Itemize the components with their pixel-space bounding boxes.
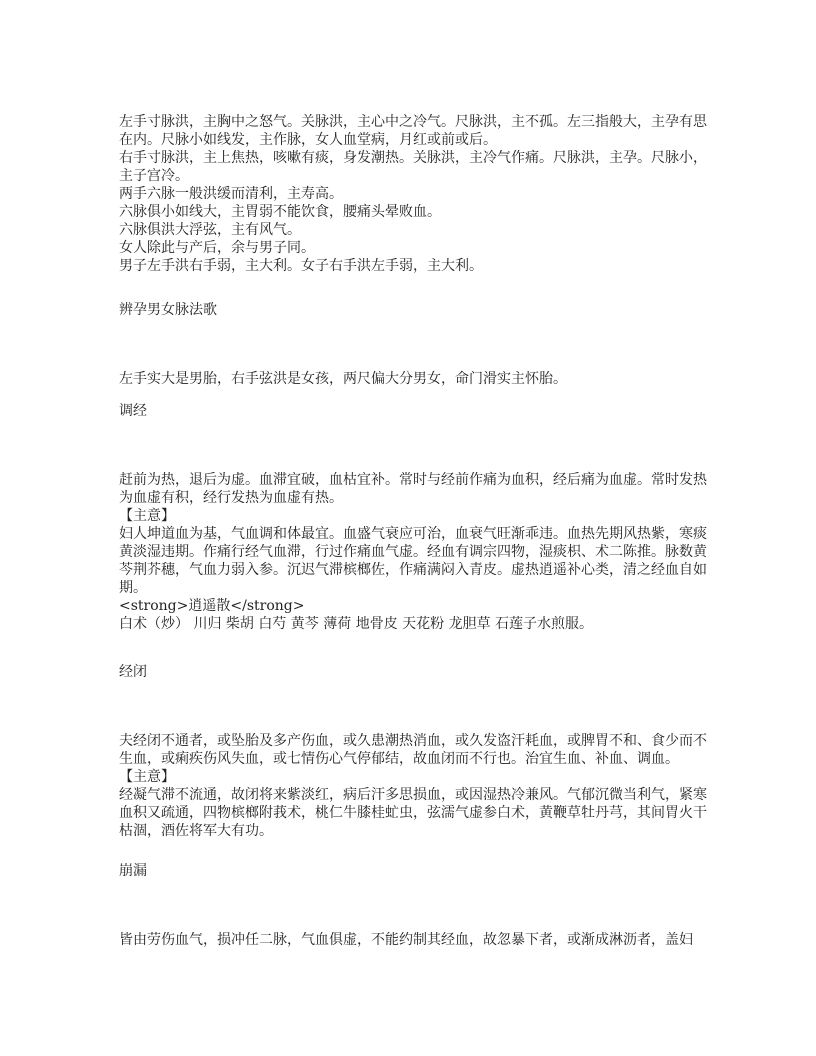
note-label: 【主意】 (119, 769, 175, 785)
menstruation-body (119, 471, 711, 633)
paragraph: 女人除此与产后，余与男子同。 (119, 240, 315, 256)
paragraph: 赶前为热，退后为虚。血滞宜破，血枯宜补。常时与经前作痛为血积，经后痛为血虚。常时发热为血虚有积，经行发热为血虚有热。 (119, 472, 707, 506)
section-heading: 经闭 (119, 664, 147, 680)
paragraph: 男子左手洪右手弱，主大利。女子右手洪左手弱，主大利。 (119, 258, 483, 274)
amenorrhea-body (119, 732, 711, 840)
pulse-section (119, 113, 711, 275)
section-heading: 辨孕男女脉法歌 (119, 302, 217, 318)
paragraph: 两手六脉一般洪缓而清利，主寿高。 (119, 186, 343, 202)
section-heading: 崩漏 (119, 863, 147, 879)
formula: 白术（炒） 川归 柴胡 白芍 黄芩 薄荷 地骨皮 天花粉 龙胆草 石莲子水煎服。 (119, 616, 594, 632)
paragraph: 左手寸脉洪，主胸中之怒气。关脉洪，主心中之冷气。尺脉洪，主不孤。左三指般大，主孕有思在内。尺脉小如线发，主作脉，女人血堂病，月红或前或后。 (119, 114, 707, 148)
paragraph: 经凝气滞不流通，故闭将来紫淡红，病后汗多思损血，或因湿热冷兼风。气郁沉微当利气，紧寒血积又疏通，四物槟榔附莪术，桃仁牛膝桂虻虫，弦濡气虚参白术，黄鞭草牡丹芎，其间胃火干枯涸，酒佐将军大有功。 (119, 787, 707, 839)
paragraph: 左手实大是男胎，右手弦洪是女孩，两尺偏大分男女，命门滑实主怀胎。 (119, 371, 567, 387)
paragraph: 妇人坤道血为基，气血调和体最宜。血盛气衰应可治，血衰气旺渐乖违。血热先期风热紫，寒痰黄淡湿违期。作痛行经气血滞，行过作痛血气虚。经血有调宗四物，湿痰枳、术二陈推。脉数黄芩荆芥穗，气血力弱入参。沉迟气滞槟榔佐，作痛满闷入青皮。虚热逍遥补心类，清之经血自如期。 (119, 526, 707, 596)
paragraph: 六脉俱洪大浮弦，主有风气。 (119, 222, 301, 238)
note-label: 【主意】 (119, 508, 175, 524)
formula-name: <strong>逍遥散</strong> (119, 598, 305, 614)
paragraph: 皆由劳伤血气，损冲任二脉，气血俱虚，不能约制其经血，故忽暴下者，或渐成淋沥者，盖妇 (119, 932, 693, 948)
paragraph: 六脉俱小如线大，主胃弱不能饮食，腰痛头晕败血。 (119, 204, 441, 220)
section-heading: 调经 (119, 403, 147, 419)
paragraph: 夫经闭不通者，或坠胎及多产伤血，或久患潮热消血，或久发盗汗耗血，或脾胃不和、食少而不生血，或痢疾伤风失血，或七情伤心气停郁结，故血闭而不行也。治宜生血、补血、调血。 (119, 733, 707, 767)
paragraph: 右手寸脉洪，主上焦热，咳嗽有痰，身发潮热。关脉洪，主冷气作痛。尺脉洪，主孕。尺脉小，主子宫冷。 (119, 150, 707, 184)
